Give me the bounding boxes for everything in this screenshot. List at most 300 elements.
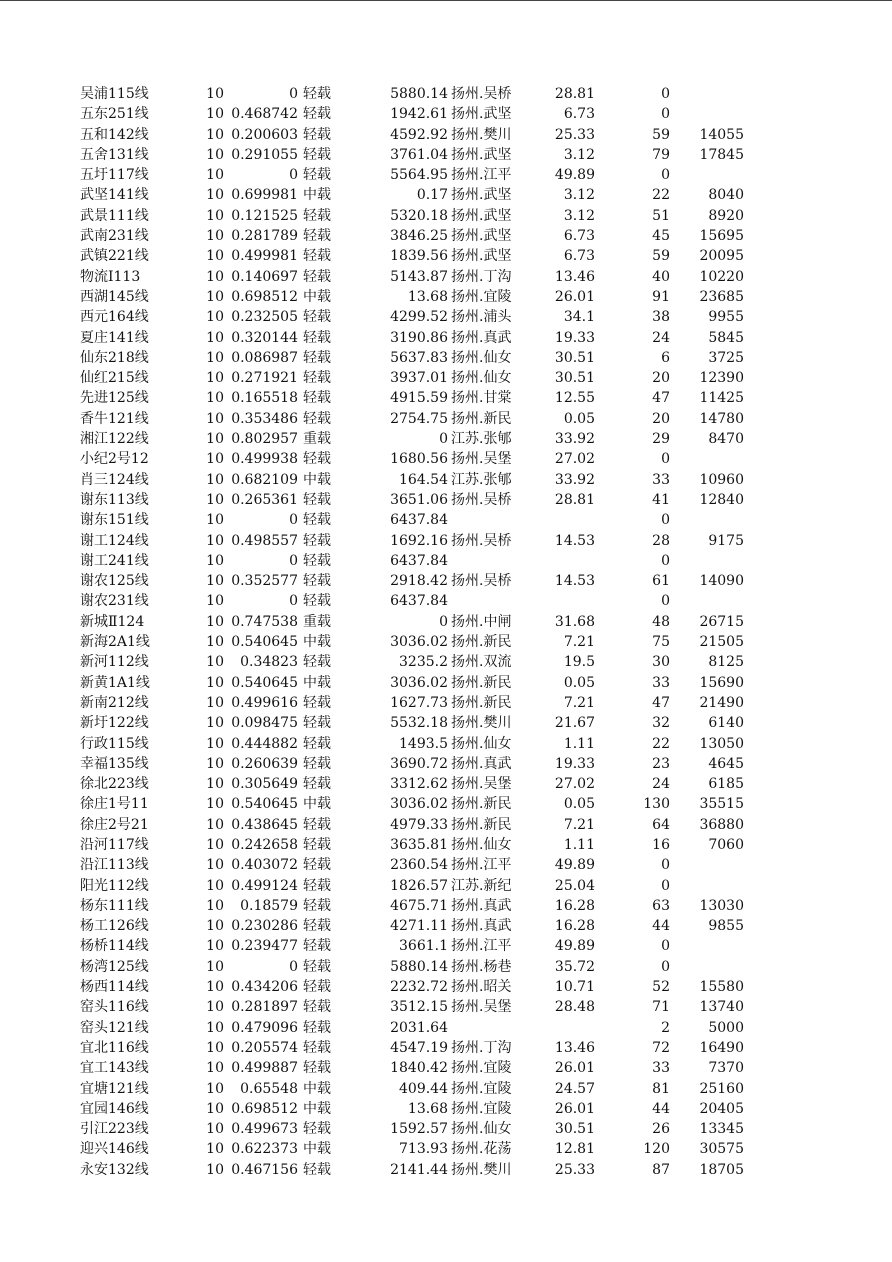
total-capacity-cell: 13740 — [699, 999, 744, 1016]
substation-cell: 扬州.花荡 — [451, 1141, 512, 1158]
load-rate-cell: 0.498557 — [231, 532, 298, 549]
available-capacity-cell: 0 — [439, 613, 448, 630]
voltage-cell: 10 — [206, 451, 224, 468]
transformer-count-cell: 47 — [652, 390, 670, 407]
table-row — [0, 287, 892, 307]
load-rate-cell: 0.230286 — [231, 918, 298, 935]
load-rate-cell: 0 — [289, 593, 298, 610]
table-row — [0, 977, 892, 997]
voltage-cell: 10 — [206, 491, 224, 508]
length-cell: 26.01 — [554, 1100, 595, 1117]
voltage-cell: 10 — [206, 268, 224, 285]
load-status-cell: 轻载 — [303, 836, 331, 853]
substation-cell: 扬州.宜陵 — [451, 1060, 512, 1077]
transformer-count-cell: 52 — [652, 979, 670, 996]
length-cell: 49.89 — [554, 938, 595, 955]
load-rate-cell: 0.444882 — [231, 735, 298, 752]
length-cell: 25.33 — [554, 126, 595, 143]
load-status-cell: 轻载 — [303, 329, 331, 346]
load-rate-cell: 0.265361 — [231, 491, 298, 508]
transformer-count-cell: 20 — [652, 410, 670, 427]
load-rate-cell: 0.499981 — [231, 248, 298, 265]
load-rate-cell: 0.499673 — [231, 1121, 298, 1138]
load-rate-cell: 0.698512 — [231, 1100, 298, 1117]
voltage-cell: 10 — [206, 86, 224, 102]
voltage-cell: 10 — [206, 654, 224, 671]
voltage-cell: 10 — [206, 410, 224, 427]
load-rate-cell: 0.622373 — [231, 1141, 298, 1158]
table-row — [0, 591, 892, 611]
available-capacity-cell: 1692.16 — [390, 532, 448, 549]
line-name-cell: 杨西114线 — [80, 979, 149, 996]
table-row — [0, 571, 892, 591]
available-capacity-cell: 713.93 — [399, 1141, 448, 1158]
table-row — [0, 104, 892, 124]
table-row — [0, 165, 892, 185]
length-cell: 3.12 — [563, 187, 595, 204]
total-capacity-cell: 12390 — [699, 370, 744, 387]
table-row — [0, 409, 892, 429]
transformer-count-cell: 0 — [661, 593, 670, 610]
line-name-cell: 杨东111线 — [80, 897, 149, 914]
table-row — [0, 774, 892, 794]
total-capacity-cell: 13050 — [699, 735, 744, 752]
load-status-cell: 轻载 — [303, 979, 331, 996]
available-capacity-cell: 3512.15 — [390, 999, 448, 1016]
load-rate-cell: 0.205574 — [231, 1039, 298, 1056]
length-cell: 49.89 — [554, 167, 595, 184]
transformer-count-cell: 22 — [652, 187, 670, 204]
table-row — [0, 470, 892, 490]
available-capacity-cell: 4592.92 — [390, 126, 448, 143]
available-capacity-cell: 164.54 — [399, 471, 448, 488]
load-status-cell: 轻载 — [303, 573, 331, 590]
total-capacity-cell: 21505 — [699, 634, 744, 651]
length-cell: 35.72 — [554, 958, 595, 975]
substation-cell: 扬州.昭关 — [451, 979, 512, 996]
length-cell: 19.33 — [554, 329, 595, 346]
voltage-cell: 10 — [206, 187, 224, 204]
line-name-cell: 徐庄2号21 — [80, 816, 149, 833]
line-name-cell: 五舍131线 — [80, 146, 149, 163]
available-capacity-cell: 5564.95 — [390, 167, 448, 184]
load-status-cell: 轻载 — [303, 228, 331, 245]
available-capacity-cell: 1627.73 — [390, 694, 448, 711]
load-rate-cell: 0.18579 — [240, 897, 298, 914]
load-rate-cell: 0 — [289, 958, 298, 975]
voltage-cell: 10 — [206, 106, 224, 123]
load-status-cell: 轻载 — [303, 715, 331, 732]
substation-cell: 扬州.新民 — [451, 816, 512, 833]
available-capacity-cell: 4547.19 — [390, 1039, 448, 1056]
voltage-cell: 10 — [206, 167, 224, 184]
voltage-cell: 10 — [206, 207, 224, 224]
load-rate-cell: 0.403072 — [231, 857, 298, 874]
available-capacity-cell: 1826.57 — [390, 877, 448, 894]
total-capacity-cell: 9855 — [708, 918, 744, 935]
substation-cell: 扬州.宜陵 — [451, 1080, 512, 1097]
line-name-cell: 新海2A1线 — [80, 634, 150, 651]
total-capacity-cell: 18705 — [699, 1161, 744, 1178]
table-row — [0, 368, 892, 388]
load-status-cell: 轻载 — [303, 491, 331, 508]
transformer-count-cell: 45 — [652, 228, 670, 245]
load-status-cell: 轻载 — [303, 451, 331, 468]
length-cell: 26.01 — [554, 1060, 595, 1077]
line-name-cell: 沿河117线 — [80, 836, 149, 853]
substation-cell: 扬州.仙女 — [451, 836, 512, 853]
total-capacity-cell: 7060 — [708, 836, 744, 853]
line-name-cell: 新南212线 — [80, 694, 149, 711]
voltage-cell: 10 — [206, 1019, 224, 1036]
load-status-cell: 轻载 — [303, 897, 331, 914]
voltage-cell: 10 — [206, 512, 224, 529]
substation-cell: 扬州.丁沟 — [451, 268, 512, 285]
table-row — [0, 673, 892, 693]
voltage-cell: 10 — [206, 431, 224, 448]
load-status-cell: 轻载 — [303, 816, 331, 833]
transformer-count-cell: 72 — [652, 1039, 670, 1056]
load-status-cell: 中载 — [303, 796, 331, 813]
total-capacity-cell: 11425 — [699, 390, 744, 407]
voltage-cell: 10 — [206, 877, 224, 894]
length-cell: 33.92 — [554, 431, 595, 448]
load-status-cell: 轻载 — [303, 735, 331, 752]
length-cell: 19.33 — [554, 755, 595, 772]
line-name-cell: 新黄1A1线 — [80, 674, 150, 691]
length-cell: 27.02 — [554, 451, 595, 468]
transformer-count-cell: 0 — [661, 106, 670, 123]
load-rate-cell: 0.281897 — [231, 999, 298, 1016]
available-capacity-cell: 1680.56 — [390, 451, 448, 468]
line-name-cell: 幸福135线 — [80, 755, 149, 772]
transformer-count-cell: 40 — [652, 268, 670, 285]
table-row — [0, 145, 892, 165]
total-capacity-cell: 25160 — [699, 1080, 744, 1097]
available-capacity-cell: 1942.61 — [390, 106, 448, 123]
available-capacity-cell: 3036.02 — [390, 796, 448, 813]
available-capacity-cell: 2918.42 — [390, 573, 448, 590]
substation-cell: 扬州.宜陵 — [451, 1100, 512, 1117]
substation-cell: 扬州.新民 — [451, 634, 512, 651]
length-cell: 49.89 — [554, 857, 595, 874]
page-top-border — [0, 0, 892, 1]
load-rate-cell: 0 — [289, 167, 298, 184]
voltage-cell: 10 — [206, 715, 224, 732]
line-name-cell: 五圩117线 — [80, 167, 149, 184]
load-status-cell: 中载 — [303, 674, 331, 691]
total-capacity-cell: 6140 — [708, 715, 744, 732]
table-row — [0, 815, 892, 835]
transformer-count-cell: 71 — [652, 999, 670, 1016]
load-rate-cell: 0.802957 — [231, 431, 298, 448]
substation-cell: 扬州.吴堡 — [451, 776, 512, 793]
load-status-cell: 轻载 — [303, 512, 331, 529]
total-capacity-cell: 4645 — [708, 755, 744, 772]
transformer-count-cell: 0 — [661, 958, 670, 975]
table-row — [0, 267, 892, 287]
line-name-cell: 西湖145线 — [80, 288, 149, 305]
table-row — [0, 855, 892, 875]
transformer-count-cell: 30 — [652, 654, 670, 671]
length-cell: 12.55 — [554, 390, 595, 407]
substation-cell: 扬州.武坚 — [451, 248, 512, 265]
transformer-count-cell: 0 — [661, 86, 670, 102]
load-rate-cell: 0.65548 — [240, 1080, 298, 1097]
load-status-cell: 轻载 — [303, 167, 331, 184]
table-row — [0, 876, 892, 896]
length-cell: 27.02 — [554, 776, 595, 793]
load-rate-cell: 0.468742 — [231, 106, 298, 123]
voltage-cell: 10 — [206, 349, 224, 366]
load-rate-cell: 0.165518 — [231, 390, 298, 407]
total-capacity-cell: 5000 — [708, 1019, 744, 1036]
load-rate-cell: 0.540645 — [231, 674, 298, 691]
available-capacity-cell: 4299.52 — [390, 309, 448, 326]
available-capacity-cell: 1493.5 — [399, 735, 448, 752]
line-name-cell: 肖三124线 — [80, 471, 149, 488]
voltage-cell: 10 — [206, 1121, 224, 1138]
available-capacity-cell: 3635.81 — [390, 836, 448, 853]
line-name-cell: 谢农231线 — [80, 593, 149, 610]
voltage-cell: 10 — [206, 938, 224, 955]
transformer-count-cell: 28 — [652, 532, 670, 549]
available-capacity-cell: 5637.83 — [390, 349, 448, 366]
load-status-cell: 轻载 — [303, 1060, 331, 1077]
table-row — [0, 794, 892, 814]
voltage-cell: 10 — [206, 1060, 224, 1077]
transformer-count-cell: 81 — [652, 1080, 670, 1097]
load-status-cell: 重载 — [303, 613, 331, 630]
table-row — [0, 246, 892, 266]
available-capacity-cell: 2031.64 — [390, 1019, 448, 1036]
load-rate-cell: 0.34823 — [240, 654, 298, 671]
length-cell: 28.81 — [554, 86, 595, 102]
line-name-cell: 谢工124线 — [80, 532, 149, 549]
available-capacity-cell: 5532.18 — [390, 715, 448, 732]
length-cell: 16.28 — [554, 897, 595, 914]
voltage-cell: 10 — [206, 836, 224, 853]
line-name-cell: 沿江113线 — [80, 857, 149, 874]
total-capacity-cell: 10220 — [699, 268, 744, 285]
substation-cell: 扬州.真武 — [451, 897, 512, 914]
load-rate-cell: 0.499887 — [231, 1060, 298, 1077]
voltage-cell: 10 — [206, 735, 224, 752]
load-status-cell: 轻载 — [303, 938, 331, 955]
total-capacity-cell: 9175 — [708, 532, 744, 549]
available-capacity-cell: 1840.42 — [390, 1060, 448, 1077]
load-status-cell: 轻载 — [303, 593, 331, 610]
line-name-cell: 永安132线 — [80, 1161, 149, 1178]
total-capacity-cell: 14090 — [699, 573, 744, 590]
available-capacity-cell: 3651.06 — [390, 491, 448, 508]
line-name-cell: 仙东218线 — [80, 349, 149, 366]
load-status-cell: 中载 — [303, 1080, 331, 1097]
voltage-cell: 10 — [206, 1039, 224, 1056]
table-row — [0, 936, 892, 956]
voltage-cell: 10 — [206, 248, 224, 265]
table-row — [0, 693, 892, 713]
load-status-cell: 轻载 — [303, 552, 331, 569]
substation-cell: 扬州.江平 — [451, 167, 512, 184]
table-row — [0, 429, 892, 449]
line-name-cell: 阳光112线 — [80, 877, 149, 894]
total-capacity-cell: 12840 — [699, 491, 744, 508]
available-capacity-cell: 3846.25 — [390, 228, 448, 245]
line-name-cell: 吴浦115线 — [80, 86, 149, 102]
table-row — [0, 185, 892, 205]
transformer-count-cell: 26 — [652, 1121, 670, 1138]
transformer-count-cell: 130 — [643, 796, 670, 813]
load-status-cell: 轻载 — [303, 370, 331, 387]
transformer-count-cell: 24 — [652, 329, 670, 346]
load-rate-cell: 0.320144 — [231, 329, 298, 346]
available-capacity-cell: 4979.33 — [390, 816, 448, 833]
load-status-cell: 轻载 — [303, 857, 331, 874]
total-capacity-cell: 15580 — [699, 979, 744, 996]
voltage-cell: 10 — [206, 796, 224, 813]
load-rate-cell: 0.540645 — [231, 634, 298, 651]
table-row — [0, 206, 892, 226]
total-capacity-cell: 8125 — [708, 654, 744, 671]
substation-cell: 扬州.甘棠 — [451, 390, 512, 407]
line-name-cell: 武镇221线 — [80, 248, 149, 265]
transformer-count-cell: 44 — [652, 918, 670, 935]
line-name-cell: 谢农125线 — [80, 573, 149, 590]
load-status-cell: 轻载 — [303, 958, 331, 975]
table-row — [0, 490, 892, 510]
available-capacity-cell: 1839.56 — [390, 248, 448, 265]
line-name-cell: 宜北116线 — [80, 1039, 149, 1056]
transformer-count-cell: 33 — [652, 674, 670, 691]
available-capacity-cell: 3036.02 — [390, 674, 448, 691]
load-rate-cell: 0.434206 — [231, 979, 298, 996]
load-status-cell: 轻载 — [303, 268, 331, 285]
table-row — [0, 551, 892, 571]
length-cell: 1.11 — [563, 735, 595, 752]
load-rate-cell: 0.499124 — [231, 877, 298, 894]
load-status-cell: 轻载 — [303, 776, 331, 793]
line-name-cell: 小纪2号12 — [80, 451, 149, 468]
substation-cell: 扬州.吴桥 — [451, 532, 512, 549]
load-status-cell: 轻载 — [303, 532, 331, 549]
line-name-cell: 武南231线 — [80, 228, 149, 245]
transformer-count-cell: 0 — [661, 857, 670, 874]
length-cell: 31.68 — [554, 613, 595, 630]
available-capacity-cell: 3190.86 — [390, 329, 448, 346]
available-capacity-cell: 4915.59 — [390, 390, 448, 407]
load-status-cell: 轻载 — [303, 877, 331, 894]
transformer-count-cell: 0 — [661, 167, 670, 184]
total-capacity-cell: 20095 — [699, 248, 744, 265]
transformer-count-cell: 51 — [652, 207, 670, 224]
available-capacity-cell: 5880.14 — [390, 86, 448, 102]
length-cell: 6.73 — [563, 248, 595, 265]
total-capacity-cell: 14780 — [699, 410, 744, 427]
transformer-count-cell: 0 — [661, 877, 670, 894]
transformer-count-cell: 61 — [652, 573, 670, 590]
transformer-count-cell: 64 — [652, 816, 670, 833]
load-rate-cell: 0.242658 — [231, 836, 298, 853]
line-name-cell: 五东251线 — [80, 106, 149, 123]
length-cell: 13.46 — [554, 1039, 595, 1056]
total-capacity-cell: 5845 — [708, 329, 744, 346]
load-status-cell: 中载 — [303, 187, 331, 204]
available-capacity-cell: 13.68 — [407, 288, 448, 305]
length-cell: 26.01 — [554, 288, 595, 305]
total-capacity-cell: 30575 — [699, 1141, 744, 1158]
load-rate-cell: 0.698512 — [231, 288, 298, 305]
available-capacity-cell: 13.68 — [407, 1100, 448, 1117]
line-name-cell: 武坚141线 — [80, 187, 149, 204]
total-capacity-cell: 26715 — [699, 613, 744, 630]
load-rate-cell: 0.232505 — [231, 309, 298, 326]
transformer-count-cell: 59 — [652, 126, 670, 143]
table-row — [0, 328, 892, 348]
line-name-cell: 五和142线 — [80, 126, 149, 143]
table-row — [0, 713, 892, 733]
total-capacity-cell: 13345 — [699, 1121, 744, 1138]
load-status-cell: 中载 — [303, 1141, 331, 1158]
available-capacity-cell: 0.17 — [416, 187, 448, 204]
substation-cell: 江苏.新纪 — [451, 877, 512, 894]
load-status-cell: 轻载 — [303, 1121, 331, 1138]
length-cell: 3.12 — [563, 207, 595, 224]
substation-cell: 扬州.双流 — [451, 654, 512, 671]
length-cell: 24.57 — [554, 1080, 595, 1097]
voltage-cell: 10 — [206, 1100, 224, 1117]
length-cell: 7.21 — [563, 694, 595, 711]
load-rate-cell: 0.540645 — [231, 796, 298, 813]
substation-cell: 扬州.樊川 — [451, 1161, 512, 1178]
transformer-count-cell: 0 — [661, 512, 670, 529]
voltage-cell: 10 — [206, 329, 224, 346]
voltage-cell: 10 — [206, 370, 224, 387]
line-name-cell: 宜工143线 — [80, 1060, 149, 1077]
substation-cell: 扬州.杨巷 — [451, 958, 512, 975]
transformer-count-cell: 2 — [661, 1019, 670, 1036]
substation-cell: 扬州.新民 — [451, 410, 512, 427]
table-row — [0, 1058, 892, 1078]
line-name-cell: 仙红215线 — [80, 370, 149, 387]
length-cell: 6.73 — [563, 228, 595, 245]
length-cell: 19.5 — [563, 654, 595, 671]
total-capacity-cell: 15695 — [699, 228, 744, 245]
transformer-count-cell: 32 — [652, 715, 670, 732]
available-capacity-cell: 2141.44 — [390, 1161, 448, 1178]
voltage-cell: 10 — [206, 674, 224, 691]
transformer-count-cell: 16 — [652, 836, 670, 853]
available-capacity-cell: 1592.57 — [390, 1121, 448, 1138]
table-row — [0, 348, 892, 368]
voltage-cell: 10 — [206, 755, 224, 772]
length-cell: 25.33 — [554, 1161, 595, 1178]
transformer-count-cell: 63 — [652, 897, 670, 914]
load-rate-cell: 0.499616 — [231, 694, 298, 711]
table-row — [0, 449, 892, 469]
line-name-cell: 谢东151线 — [80, 512, 149, 529]
length-cell: 34.1 — [563, 309, 595, 326]
load-rate-cell: 0.747538 — [231, 613, 298, 630]
table-row — [0, 1099, 892, 1119]
length-cell: 30.51 — [554, 349, 595, 366]
voltage-cell: 10 — [206, 1080, 224, 1097]
line-name-cell: 香牛121线 — [80, 410, 149, 427]
substation-cell: 扬州.吴堡 — [451, 999, 512, 1016]
table-row — [0, 734, 892, 754]
substation-cell: 扬州.樊川 — [451, 126, 512, 143]
load-rate-cell: 0.467156 — [231, 1161, 298, 1178]
